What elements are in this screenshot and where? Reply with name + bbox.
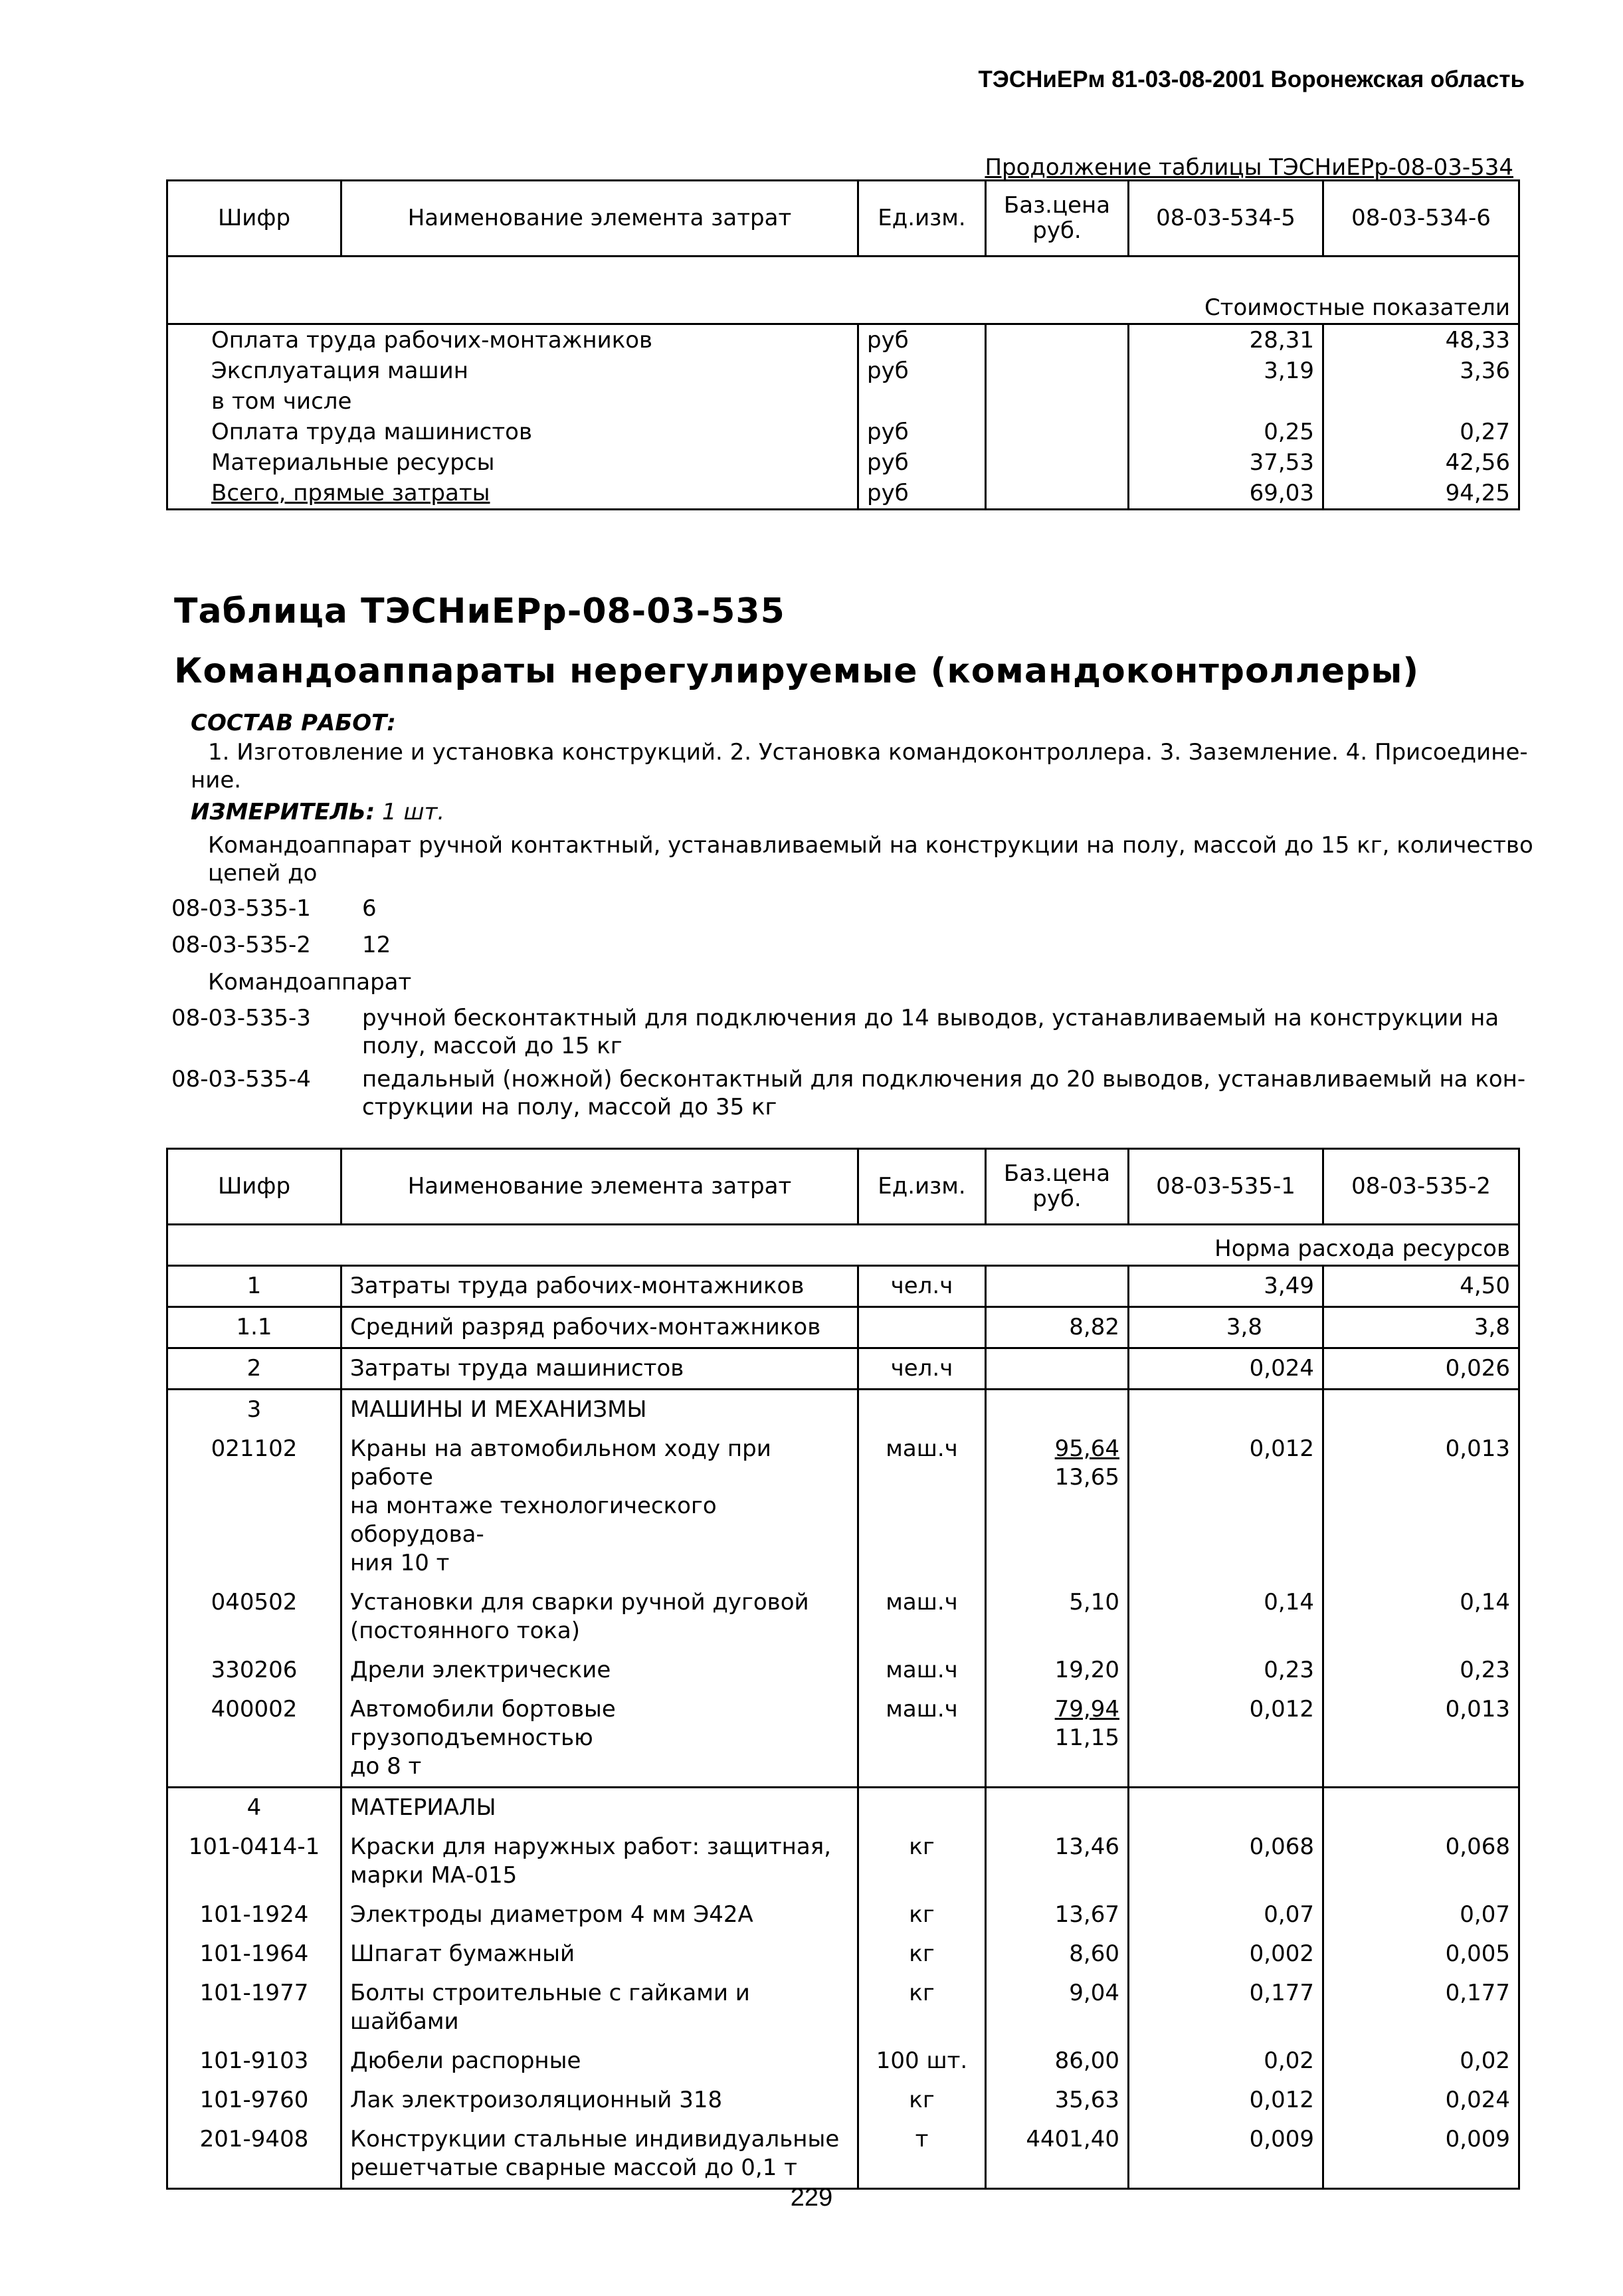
row-name: Лак электроизоляционный 318 [341, 2081, 858, 2120]
description-line2: цепей до [208, 860, 318, 887]
row-name: Эксплуатация машин [167, 356, 858, 386]
row-price: 8,60 [986, 1934, 1129, 1974]
row-code: 101-0414-1 [167, 1827, 341, 1895]
table-row [167, 1788, 1519, 1828]
table-row [167, 1974, 1519, 2041]
table-row [167, 1827, 1519, 1895]
row-name: Всего, прямые затраты [167, 478, 858, 510]
row-value2: 0,024 [1323, 2081, 1519, 2120]
table-row [167, 1583, 1519, 1651]
row-value2: 3,36 [1323, 356, 1519, 386]
row-name [341, 2120, 858, 2189]
row-price: 4401,40 [986, 2120, 1129, 2189]
row-name-line: (постоянного тока) [350, 1618, 581, 1644]
row-price: 8,82 [986, 1307, 1129, 1348]
row-price: 5,10 [986, 1583, 1129, 1651]
row-name-line: на монтаже технологического оборудова- [350, 1493, 717, 1548]
row-name-line: Краны на автомобильном ходу при работе [350, 1435, 771, 1491]
row-value2: 94,25 [1323, 478, 1519, 510]
row-name: Затраты труда рабочих-монтажников [341, 1266, 858, 1307]
table-row [167, 2120, 1519, 2189]
row-code: 3 [167, 1390, 341, 1430]
row-unit: руб [858, 478, 986, 510]
table-row [167, 1307, 1519, 1348]
table-row [167, 1348, 1519, 1390]
header-code: Шифр [167, 181, 341, 257]
row-name: МАТЕРИАЛЫ [341, 1788, 858, 1828]
row-name-line: марки МА-015 [350, 1862, 518, 1889]
header-col1: 08-03-535-1 [1129, 1149, 1323, 1225]
row-name: Электроды диаметром 4 мм Э42А [341, 1895, 858, 1934]
row-value1: 0,23 [1129, 1651, 1323, 1690]
row-value1: 69,03 [1129, 478, 1323, 510]
row-unit: чел.ч [858, 1348, 986, 1390]
row-name-line: Конструкции стальные индивидуальные [350, 2126, 840, 2152]
table-row [167, 1895, 1519, 1934]
table-row [167, 2081, 1519, 2120]
row-unit: т [858, 2120, 986, 2189]
row-unit: маш.ч [858, 1651, 986, 1690]
section-title: Таблица ТЭСНиЕРр-08-03-535 [174, 591, 785, 631]
header-code: Шифр [167, 1149, 341, 1225]
row-name: Болты строительные с гайками и шайбами [341, 1974, 858, 2041]
row-value2: 4,50 [1323, 1266, 1519, 1307]
work-composition-text-line2: ние. [191, 767, 242, 793]
row-price-total: 95,64 [1054, 1435, 1119, 1462]
item-text: 6 [362, 895, 377, 922]
row-value1: 0,14 [1129, 1583, 1323, 1651]
row-unit: чел.ч [858, 1266, 986, 1307]
group-label: Командоаппарат [208, 969, 412, 995]
row-value2: 48,33 [1323, 324, 1519, 356]
row-code: 101-9760 [167, 2081, 341, 2120]
row-price: 13,46 [986, 1827, 1129, 1895]
table-row [167, 417, 1519, 447]
row-price-wage: 13,65 [1054, 1464, 1119, 1491]
row-name-line: до 8 т [350, 1753, 422, 1780]
row-name-line: Установки для сварки ручной дуговой [350, 1589, 809, 1616]
table-header-row [167, 181, 1519, 257]
subheader-cost-indicators: Стоимостные показатели [167, 257, 1519, 324]
header-name: Наименование элемента затрат [341, 1149, 858, 1225]
table-row [167, 447, 1519, 478]
row-unit: маш.ч [858, 1690, 986, 1788]
meter-line [191, 797, 444, 827]
table-row [167, 1429, 1519, 1583]
row-value1: 0,024 [1129, 1348, 1323, 1390]
table-row [167, 2041, 1519, 2081]
row-price: 86,00 [986, 2041, 1129, 2081]
row-value2: 0,013 [1323, 1690, 1519, 1788]
row-name: Оплата труда рабочих-монтажников [167, 324, 858, 356]
row-name: Материальные ресурсы [167, 447, 858, 478]
row-value1: 0,009 [1129, 2120, 1323, 2189]
row-value2: 0,14 [1323, 1583, 1519, 1651]
row-code: 021102 [167, 1429, 341, 1583]
row-name-line: Краски для наружных работ: защитная, [350, 1833, 832, 1860]
row-name: Затраты труда машинистов [341, 1348, 858, 1390]
row-code: 101-1924 [167, 1895, 341, 1934]
document-header: ТЭСНиЕРм 81-03-08-2001 Воронежская область [978, 66, 1525, 92]
page-number: 229 [790, 2184, 833, 2212]
row-unit: маш.ч [858, 1583, 986, 1651]
row-unit: кг [858, 1934, 986, 1974]
row-name-line: решетчатые сварные массой до 0,1 т [350, 2154, 797, 2181]
row-unit: руб [858, 417, 986, 447]
row-price-wage: 11,15 [1054, 1724, 1119, 1751]
item-code: 08-03-535-1 [171, 895, 311, 922]
row-price: 19,20 [986, 1651, 1129, 1690]
table-subheader-row [167, 257, 1519, 324]
row-code: 2 [167, 1348, 341, 1390]
row-price: 35,63 [986, 2081, 1129, 2120]
table-subheader-row [167, 1225, 1519, 1266]
row-unit: 100 шт. [858, 2041, 986, 2081]
row-unit: руб [858, 324, 986, 356]
row-value2: 0,068 [1323, 1827, 1519, 1895]
row-unit: маш.ч [858, 1429, 986, 1583]
table-row [167, 1934, 1519, 1974]
resource-norms-table [166, 1148, 1520, 2190]
row-name: Дрели электрические [341, 1651, 858, 1690]
table-row [167, 1651, 1519, 1690]
row-unit: руб [858, 356, 986, 386]
row-name-line: ния 10 т [350, 1550, 450, 1576]
table-row [167, 386, 1519, 417]
row-value1: 0,07 [1129, 1895, 1323, 1934]
row-code: 1 [167, 1266, 341, 1307]
row-value2: 3,8 [1323, 1307, 1519, 1348]
header-col2: 08-03-535-2 [1323, 1149, 1519, 1225]
row-code: 101-9103 [167, 2041, 341, 2081]
row-value1: 0,068 [1129, 1827, 1323, 1895]
subheader-resource-norms: Норма расхода ресурсов [167, 1225, 1519, 1266]
row-value1: 0,012 [1129, 1690, 1323, 1788]
row-value1: 0,012 [1129, 1429, 1323, 1583]
table-row [167, 1390, 1519, 1430]
table-row [167, 1266, 1519, 1307]
row-price [986, 1429, 1129, 1583]
row-code: 201-9408 [167, 2120, 341, 2189]
header-name: Наименование элемента затрат [341, 181, 858, 257]
description-line1: Командоаппарат ручной контактный, устанавливаемый на конструкции на полу, массой до 15 кг, количество [208, 832, 1533, 859]
row-value1: 0,012 [1129, 2081, 1323, 2120]
item-text-line2: полу, массой до 15 кг [362, 1033, 622, 1059]
row-value2: 0,02 [1323, 2041, 1519, 2081]
table-row [167, 356, 1519, 386]
row-value1: 3,49 [1129, 1266, 1323, 1307]
row-value2: 0,27 [1323, 417, 1519, 447]
table-row [167, 324, 1519, 356]
cost-indicators-table [166, 179, 1520, 510]
row-value2: 0,026 [1323, 1348, 1519, 1390]
row-name [341, 1583, 858, 1651]
row-unit: кг [858, 2081, 986, 2120]
meter-value: 1 шт. [382, 799, 445, 825]
item-text-line2: струкции на полу, массой до 35 кг [362, 1094, 777, 1120]
table-continuation-caption: Продолжение таблицы ТЭСНиЕРр-08-03-534 [985, 154, 1513, 181]
row-unit: кг [858, 1895, 986, 1934]
header-col1: 08-03-534-5 [1129, 181, 1323, 257]
row-value1: 0,002 [1129, 1934, 1323, 1974]
row-unit: руб [858, 447, 986, 478]
item-text: 12 [362, 932, 391, 958]
row-unit: кг [858, 1827, 986, 1895]
row-name [341, 1429, 858, 1583]
row-code: 1.1 [167, 1307, 341, 1348]
row-value2: 0,23 [1323, 1651, 1519, 1690]
row-value2: 0,013 [1323, 1429, 1519, 1583]
row-unit [858, 1307, 986, 1348]
row-code: 101-1977 [167, 1974, 341, 2041]
header-col2: 08-03-534-6 [1323, 181, 1519, 257]
row-price [986, 1266, 1129, 1307]
row-value2: 42,56 [1323, 447, 1519, 478]
row-value2: 0,07 [1323, 1895, 1519, 1934]
row-code: 330206 [167, 1651, 341, 1690]
row-name [341, 1827, 858, 1895]
header-price: Баз.цена руб. [986, 181, 1129, 257]
row-price [986, 1690, 1129, 1788]
row-code: 040502 [167, 1583, 341, 1651]
item-text-line1: педальный (ножной) бесконтактный для подключения до 20 выводов, устанавливаемый на кон- [362, 1066, 1526, 1093]
table-row [167, 1690, 1519, 1788]
row-name: МАШИНЫ И МЕХАНИЗМЫ [341, 1390, 858, 1430]
row-name: Средний разряд рабочих-монтажников [341, 1307, 858, 1348]
row-code: 400002 [167, 1690, 341, 1788]
header-unit: Ед.изм. [858, 181, 986, 257]
row-price [986, 1348, 1129, 1390]
row-unit: кг [858, 1974, 986, 2041]
table-header-row [167, 1149, 1519, 1225]
row-name-line: Автомобили бортовые грузоподъемностью [350, 1696, 616, 1751]
row-price-total: 79,94 [1054, 1696, 1119, 1722]
row-value1: 3,19 [1129, 356, 1323, 386]
item-text-line1: ручной бесконтактный для подключения до 14 выводов, устанавливаемый на конструкции на [362, 1005, 1499, 1031]
header-unit: Ед.изм. [858, 1149, 986, 1225]
row-value2: 0,005 [1323, 1934, 1519, 1974]
row-name: в том числе [167, 386, 858, 417]
item-code: 08-03-535-3 [171, 1005, 311, 1031]
row-name: Дюбели распорные [341, 2041, 858, 2081]
header-price: Баз.цена руб. [986, 1149, 1129, 1225]
row-value2: 0,009 [1323, 2120, 1519, 2189]
row-value1: 0,177 [1129, 1974, 1323, 2041]
row-value1: 28,31 [1129, 324, 1323, 356]
row-name [341, 1690, 858, 1788]
item-code: 08-03-535-2 [171, 932, 311, 958]
table-row [167, 478, 1519, 510]
row-price: 9,04 [986, 1974, 1129, 2041]
row-code: 101-1964 [167, 1934, 341, 1974]
row-value2: 0,177 [1323, 1974, 1519, 2041]
row-value1: 0,25 [1129, 417, 1323, 447]
section-subtitle: Командоаппараты нерегулируемые (командоконтроллеры) [174, 651, 1420, 691]
row-name: Шпагат бумажный [341, 1934, 858, 1974]
item-code: 08-03-535-4 [171, 1066, 311, 1093]
meter-label: ИЗМЕРИТЕЛЬ: [191, 799, 375, 825]
row-price: 13,67 [986, 1895, 1129, 1934]
row-value1: 37,53 [1129, 447, 1323, 478]
work-composition-text-line1: 1. Изготовление и установка конструкций. 2. Установка командоконтроллера. 3. Заземление. 4. Присоедине- [208, 739, 1528, 766]
row-code: 4 [167, 1788, 341, 1828]
row-value1: 3,8 [1129, 1307, 1323, 1348]
work-composition-label: СОСТАВ РАБОТ: [191, 710, 396, 736]
row-name: Оплата труда машинистов [167, 417, 858, 447]
row-value1: 0,02 [1129, 2041, 1323, 2081]
